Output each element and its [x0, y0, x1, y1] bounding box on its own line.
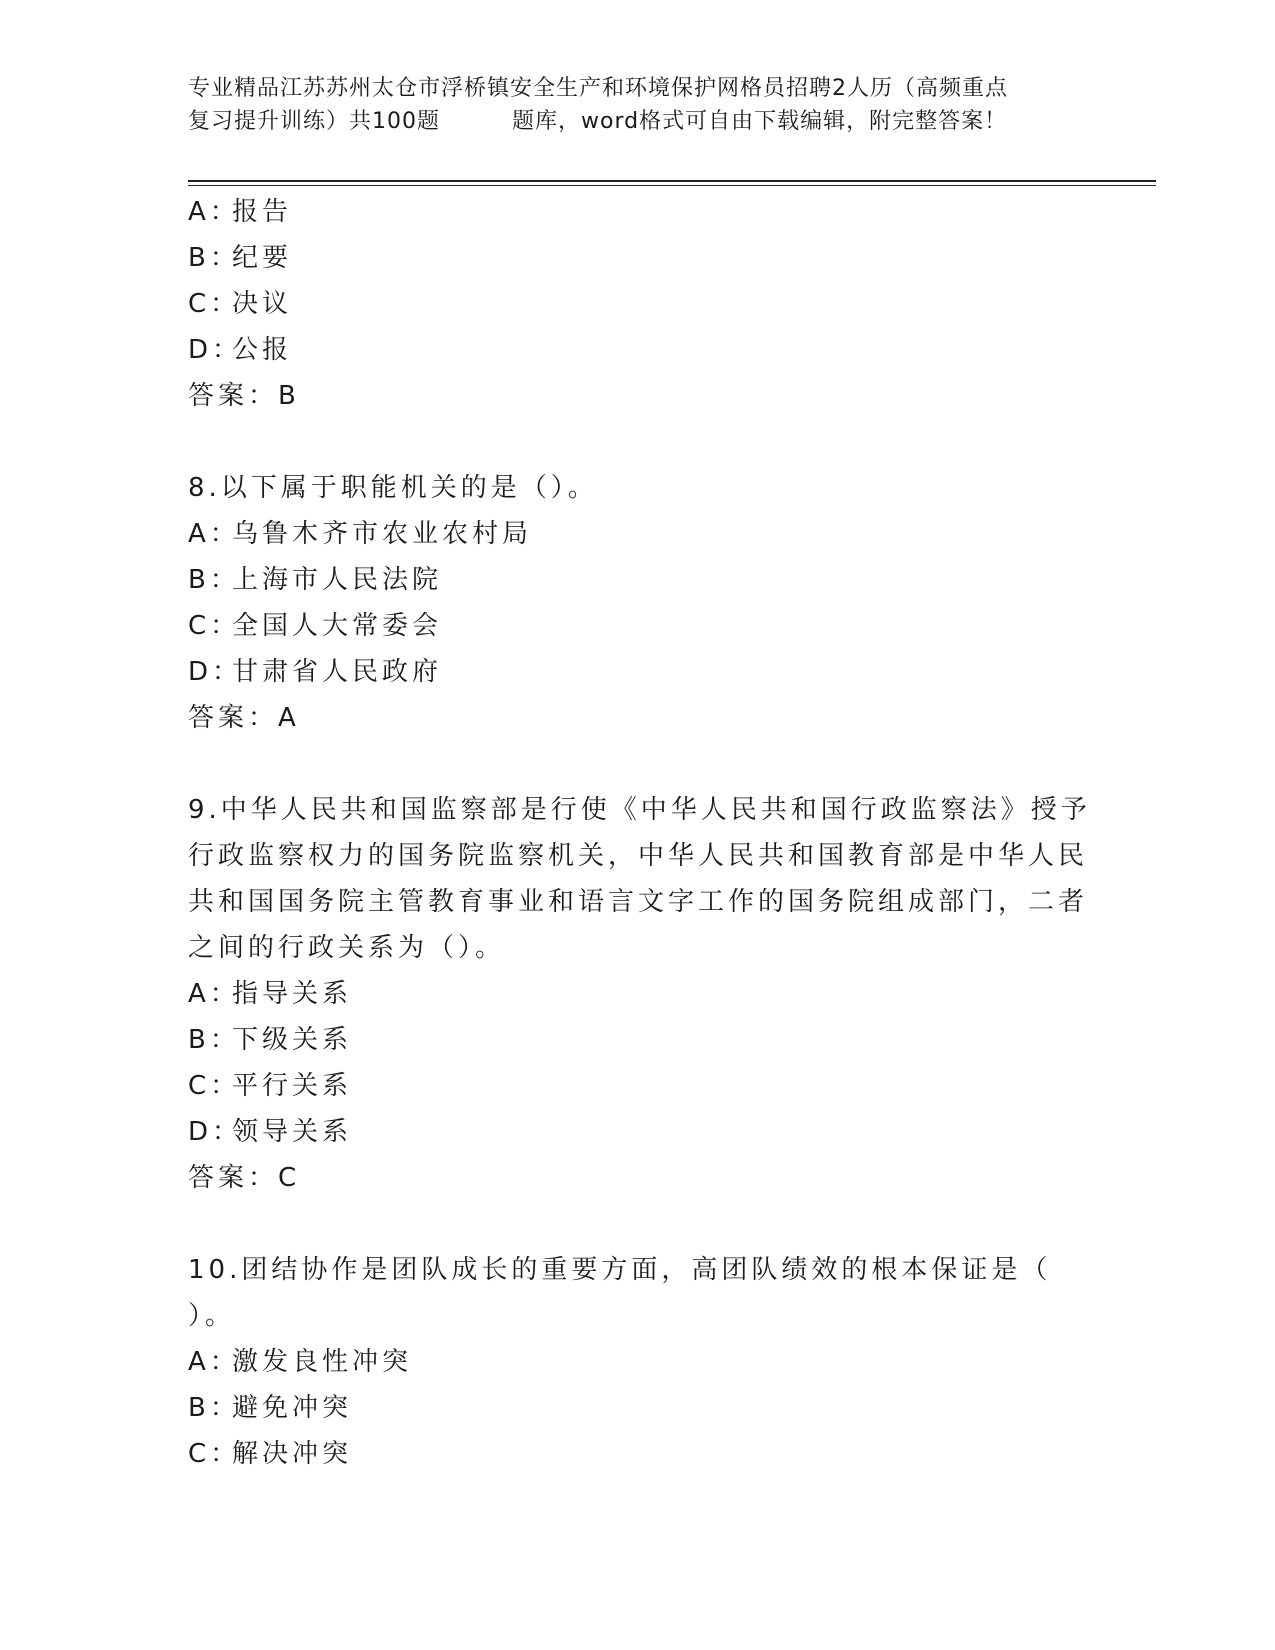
header-divider-thin [188, 185, 1156, 186]
option-a: A：乌鲁木齐市农业农村局 [188, 519, 533, 549]
header-line-2-right: 题库，word格式可自由下载编辑，附完整答案！ [512, 109, 1008, 134]
question-10 [188, 1247, 1088, 1477]
option-a: A：指导关系 [188, 979, 353, 1009]
question-stem-line: ）。 [188, 1301, 236, 1331]
question-9 [188, 787, 1091, 1201]
document-body [188, 189, 1091, 1477]
question-stem-line: 10.团结协作是团队成长的重要方面，高团队绩效的根本保证是（ [188, 1255, 1052, 1285]
question-stem-line: 行政监察权力的国务院监察机关，中华人民共和国教育部是中华人民 [188, 841, 1089, 871]
option-d: D：领导关系 [188, 1117, 353, 1147]
document-header [188, 72, 1088, 138]
question-8 [188, 465, 1088, 741]
question-stem-line: 9.中华人民共和国监察部是行使《中华人民共和国行政监察法》授予 [188, 795, 1091, 825]
answer: 答案：A [188, 703, 300, 733]
header-line-1: 专业精品江苏苏州太仓市浮桥镇安全生产和环境保护网格员招聘2人历（高频重点 [188, 76, 1008, 101]
option-b: B：上海市人民法院 [188, 565, 443, 595]
option-c: C：全国人大常委会 [188, 611, 443, 641]
option-a: A：激发良性冲突 [188, 1347, 413, 1377]
question-stem: 8.以下属于职能机关的是（）。 [188, 473, 598, 503]
option-d: D：甘肃省人民政府 [188, 657, 443, 687]
option-b: B：避免冲突 [188, 1393, 353, 1423]
option-c: C：决议 [188, 289, 293, 319]
header-line-2 [188, 105, 1088, 138]
option-b: B：下级关系 [188, 1025, 353, 1055]
option-a: A：报告 [188, 197, 293, 227]
question-7 [188, 189, 1088, 419]
question-stem-line: 共和国国务院主管教育事业和语言文字工作的国务院组成部门，二者 [188, 887, 1089, 917]
option-c: C：平行关系 [188, 1071, 353, 1101]
header-divider-thick [188, 180, 1156, 182]
answer: 答案：C [188, 1163, 301, 1193]
header-line-2-left: 复习提升训练）共100题 [188, 109, 440, 134]
option-c: C：解决冲突 [188, 1439, 353, 1469]
option-d: D：公报 [188, 335, 293, 365]
option-b: B：纪要 [188, 243, 293, 273]
answer: 答案：B [188, 381, 300, 411]
question-stem-line: 之间的行政关系为（）。 [188, 933, 506, 963]
